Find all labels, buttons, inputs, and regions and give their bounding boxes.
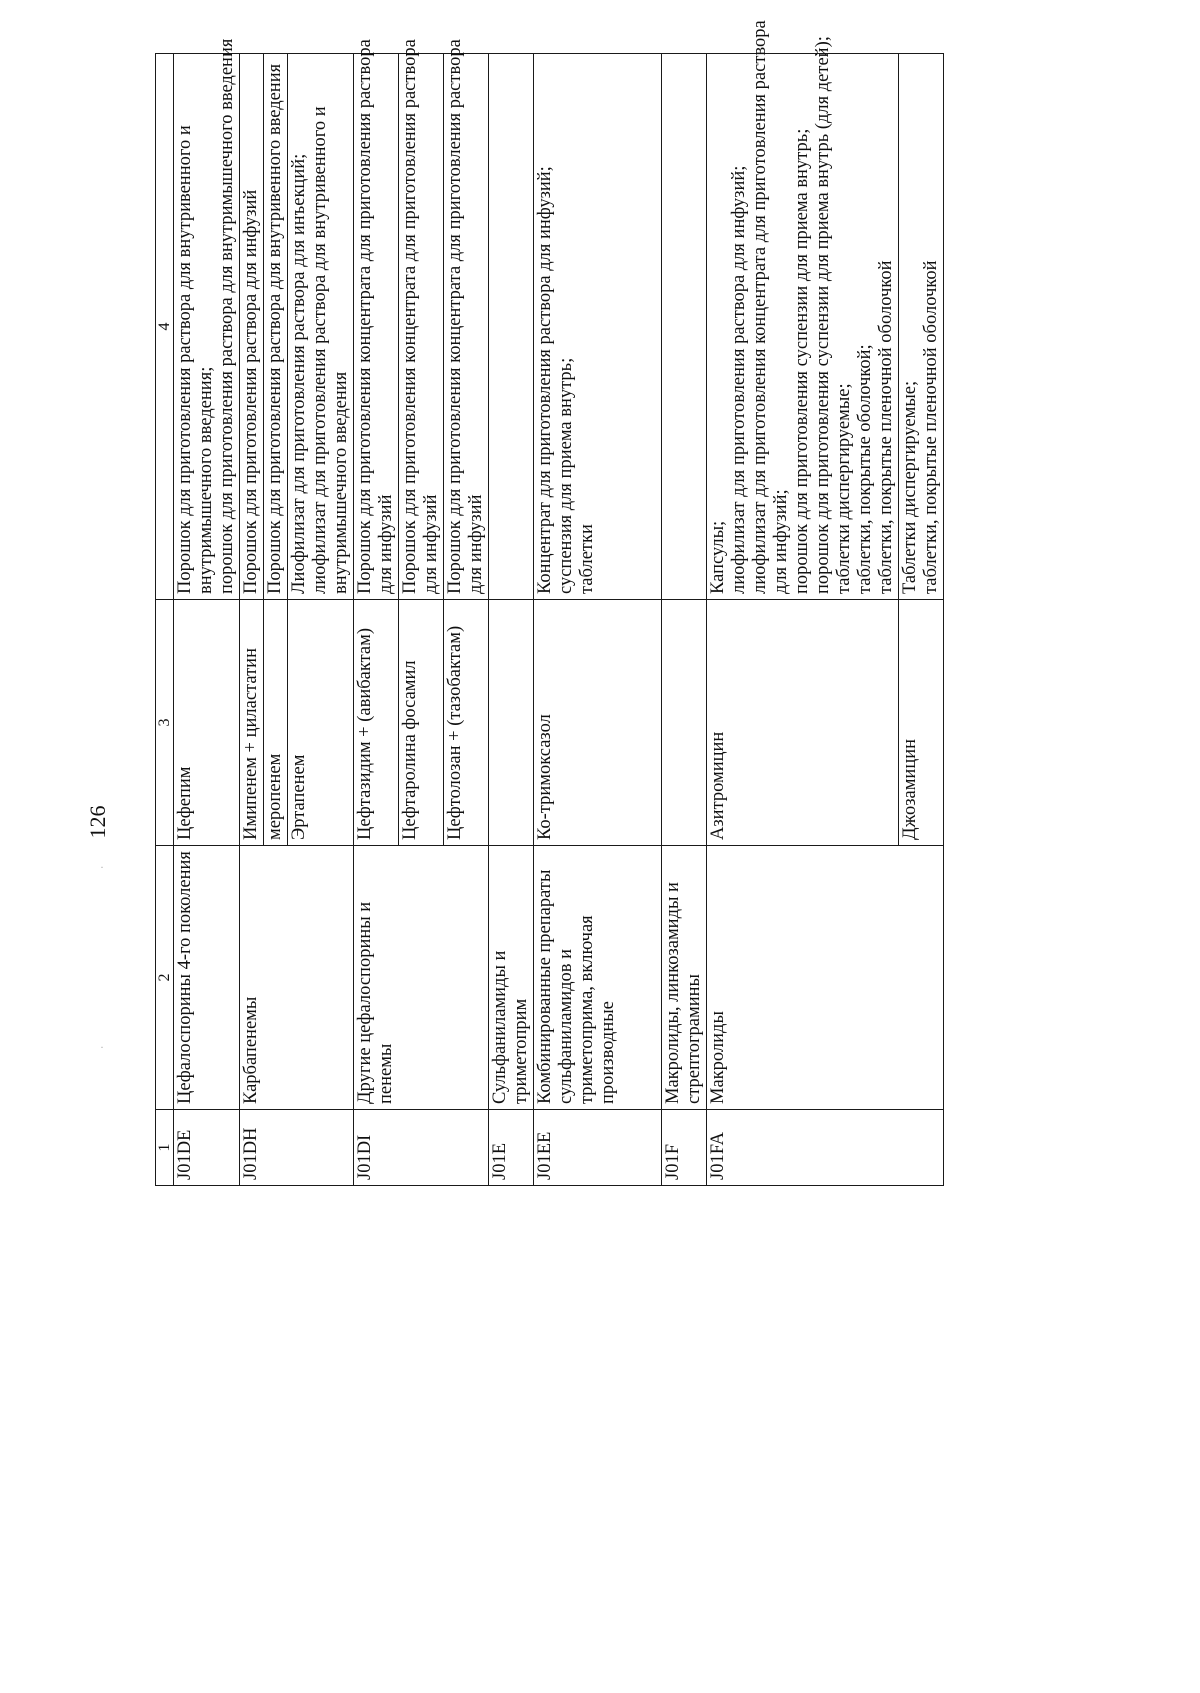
group-name: Карбапенемы — [240, 846, 354, 1110]
table-row — [174, 54, 240, 1186]
scan-speck: · — [100, 1040, 104, 1054]
form-line: лиофилизат для приготовления концентрата для приготовления раствора — [750, 20, 770, 594]
dosage-forms — [444, 39, 489, 600]
drug-name: Азитромицин — [707, 600, 899, 846]
drug-name — [662, 600, 707, 846]
scan-speck: · — [100, 860, 104, 874]
form-line: внутримышечного введения; — [196, 366, 216, 594]
dosage-forms — [354, 39, 399, 600]
drug-name: Цефтазидим + (авибактам) — [354, 600, 399, 846]
form-line: Лиофилизат для приготовления раствора для инъекций; — [289, 153, 309, 594]
group-name: Комбинированные препараты сульфаниламидов и триметоприма, включая производные — [534, 846, 662, 1110]
form-line: Капсулы; — [708, 520, 728, 594]
form-line: Порошок для приготовления раствора для внутривенного введения — [265, 63, 285, 594]
dosage-forms — [399, 39, 444, 600]
form-line: для инфузий — [376, 494, 396, 594]
form-line: Таблетки диспергируемые; — [900, 380, 920, 594]
dosage-forms — [264, 54, 288, 600]
form-line: порошок для приготовления суспензии для приема внутрь; — [792, 128, 812, 594]
dosage-forms — [240, 54, 264, 600]
group-name: Макролиды — [707, 846, 944, 1110]
form-line: для инфузий — [421, 494, 441, 594]
drug-name: Эртапенем — [288, 600, 354, 846]
form-line: таблетки, покрытые оболочкой; — [855, 344, 875, 594]
dosage-forms — [707, 20, 899, 600]
group-name: Другие цефалоспорины и пенемы — [354, 846, 489, 1110]
form-line: таблетки диспергируемые; — [834, 383, 854, 594]
form-line: Порошок для приготовления раствора для внутривенного и — [175, 125, 195, 594]
drug-name — [489, 600, 534, 846]
atc-code: J01DH — [240, 1110, 354, 1186]
drug-name: Цефепим — [174, 600, 240, 846]
atc-code: J01E — [489, 1110, 534, 1186]
atc-code: J01F — [662, 1110, 707, 1186]
form-line: Порошок для приготовления концентрата для приготовления раствора — [445, 39, 465, 594]
dosage-forms — [899, 54, 944, 600]
drug-name: Имипенем + циластатин — [240, 600, 264, 846]
form-line: порошок для приготовления суспензии для приема внутрь (для детей); — [813, 36, 833, 594]
form-line: лиофилизат для приготовления раствора для внутривенного и — [310, 106, 330, 594]
atc-code: J01DI — [354, 1110, 489, 1186]
table-row — [662, 54, 707, 1186]
table-row — [534, 54, 662, 1186]
table-row — [707, 54, 899, 1186]
group-name: Сульфаниламиды и триметоприм — [489, 846, 534, 1110]
form-line: Порошок для приготовления концентрата для приготовления раствора — [355, 39, 375, 594]
form-line: порошок для приготовления раствора для внутримышечного введения — [217, 38, 237, 594]
form-line: Порошок для приготовления концентрата для приготовления раствора — [400, 39, 420, 594]
form-line: внутримышечного введения — [331, 371, 351, 594]
form-line: для инфузий; — [771, 489, 791, 594]
dosage-forms — [288, 54, 354, 600]
atc-code: J01DE — [174, 1110, 240, 1186]
form-line: таблетки — [577, 524, 597, 594]
group-name: Макролиды, линкозамиды и стрептограмины — [662, 846, 707, 1110]
form-line: таблетки, покрытые пленочной оболочкой — [876, 260, 896, 594]
rotated-table-container — [155, 20, 1055, 1186]
header-row — [156, 54, 174, 1186]
drug-name: Ко-тримоксазол — [534, 600, 662, 846]
dosage-forms — [662, 54, 707, 600]
atc-code: J01EE — [534, 1110, 662, 1186]
form-line: суспензия для приема внутрь; — [556, 357, 576, 594]
table-row — [240, 54, 264, 1186]
dosage-forms — [489, 54, 534, 600]
form-line: для инфузий — [466, 494, 486, 594]
dosage-forms — [174, 38, 240, 600]
header-col-1: 1 — [156, 1110, 174, 1186]
table-row — [354, 54, 399, 1186]
dosage-forms — [534, 54, 662, 600]
drug-name: Цефтаролина фосамил — [399, 600, 444, 846]
form-line: лиофилизат для приготовления раствора для инфузий; — [729, 165, 749, 594]
form-line: Концентрат для приготовления раствора для инфузий; — [535, 166, 555, 594]
table-row — [489, 54, 534, 1186]
form-line: Порошок для приготовления раствора для инфузий — [241, 189, 261, 594]
header-col-3: 3 — [156, 600, 174, 846]
medication-table — [155, 20, 944, 1186]
atc-code: J01FA — [707, 1110, 944, 1186]
drug-name: Джозамицин — [899, 600, 944, 846]
drug-name: меропенем — [264, 600, 288, 846]
page-number: 126 — [85, 805, 110, 839]
header-col-4: 4 — [156, 54, 174, 600]
form-line: таблетки, покрытые пленочной оболочкой — [921, 260, 941, 594]
group-name: Цефалоспорины 4-го поколения — [174, 846, 240, 1110]
drug-name: Цефтолозан + (тазобактам) — [444, 600, 489, 846]
header-col-2: 2 — [156, 846, 174, 1110]
